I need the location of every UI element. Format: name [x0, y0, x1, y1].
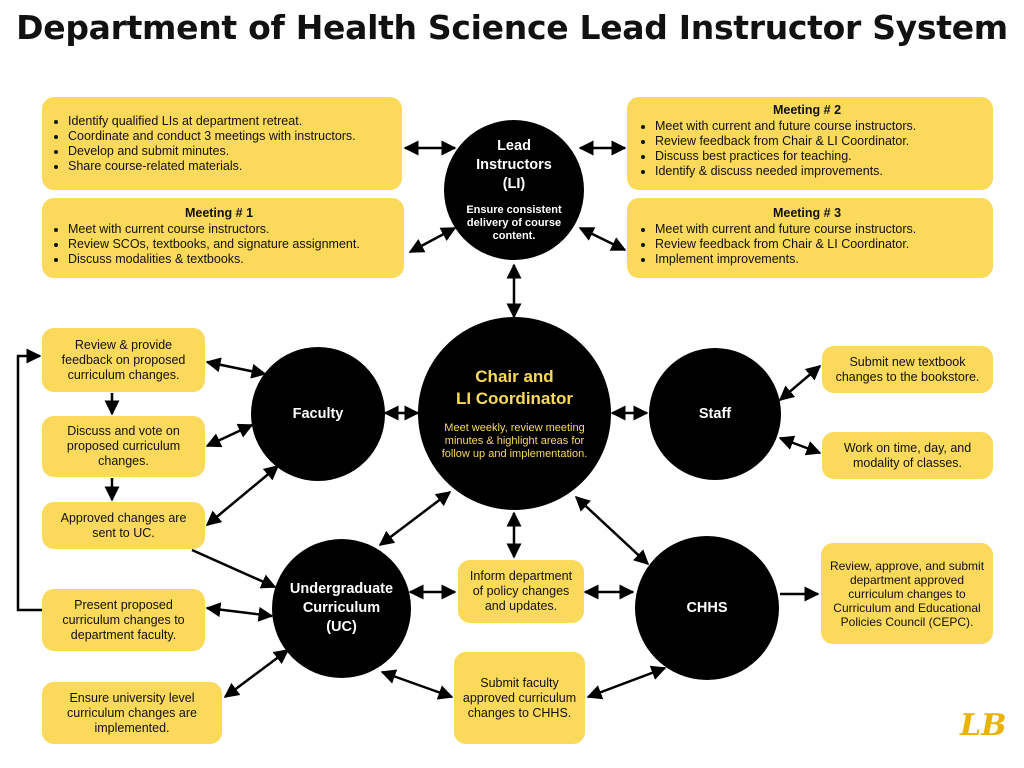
- arrow-chair-chhs: [576, 497, 648, 564]
- page-title: Department of Health Science Lead Instructor System: [16, 8, 1008, 47]
- list-item: • Meet with current and future course instructors.: [655, 119, 985, 134]
- meeting-2-box: [627, 97, 993, 190]
- list-item: • Meet with current course instructors.: [68, 222, 396, 237]
- arrow-review-faculty: [207, 362, 265, 374]
- arrow-approved-uc: [192, 550, 275, 587]
- ensure-implemented-box: Ensure university level curriculum changes are implemented.: [42, 682, 222, 744]
- meeting-3-box: [627, 198, 993, 278]
- list-item: • Implement improvements.: [655, 252, 985, 267]
- lb-monogram-logo-icon: [958, 705, 1007, 749]
- list-item: • Meet with current and future course instructors.: [655, 222, 985, 237]
- list-item: • Identify qualified LIs at department retreat.: [68, 114, 394, 129]
- meeting-3-list: [629, 222, 985, 267]
- list-item: • Review feedback from Chair & LI Coordinator.: [655, 134, 985, 149]
- meeting-2-heading: Meeting # 2: [772, 103, 842, 117]
- meeting-3-heading: Meeting # 3: [772, 206, 842, 220]
- work-schedule-box: Work on time, day, and modality of classes.: [822, 432, 993, 479]
- undergraduate-curriculum-name: Undergraduate Curriculum (UC): [289, 581, 394, 635]
- submit-faculty-box: Submit faculty approved curriculum changes to CHHS.: [454, 652, 585, 744]
- list-item: • Discuss modalities & textbooks.: [68, 252, 396, 267]
- list-item: • Review SCOs, textbooks, and signature assignment.: [68, 237, 396, 252]
- arrow-staff-textbook: [780, 366, 820, 400]
- chair-coordinator-node: [418, 317, 611, 510]
- list-item: • Coordinate and conduct 3 meetings with instructors.: [68, 129, 394, 144]
- lead-instructors-description: Ensure consistent delivery of course content.: [466, 204, 562, 242]
- li-duties-list: [42, 114, 394, 174]
- list-item: • Share course-related materials.: [68, 159, 394, 174]
- arrow-submit-chhs: [588, 668, 665, 697]
- lead-instructors-name: Lead Instructors (LI): [476, 138, 552, 192]
- chhs-node: CHHS: [635, 536, 779, 680]
- arrow-discuss-faculty: [207, 425, 252, 446]
- arrow-present-review-loop: [18, 356, 42, 610]
- discuss-vote-box: Discuss and vote on proposed curriculum changes.: [42, 416, 205, 477]
- meeting-1-box: [42, 198, 404, 278]
- list-item: • Discuss best practices for teaching.: [655, 149, 985, 164]
- arrow-meeting1-li: [410, 228, 455, 252]
- arrow-li-meeting3: [580, 228, 625, 250]
- faculty-node: Faculty: [251, 347, 385, 481]
- inform-department-box: Inform department of policy changes and updates.: [458, 560, 584, 623]
- arrow-staff-work: [780, 438, 820, 453]
- li-duties-box: [42, 97, 402, 190]
- approved-changes-box: Approved changes are sent to UC.: [42, 502, 205, 549]
- lead-instructors-node: [444, 120, 584, 260]
- present-changes-box: Present proposed curriculum changes to department faculty.: [42, 589, 205, 651]
- arrow-chair-uc: [380, 492, 450, 545]
- arrow-ensure-uc: [225, 650, 288, 697]
- cepc-box: Review, approve, and submit department approved curriculum changes to Curriculum and Educational Policies Council (CEPC).: [821, 543, 993, 644]
- arrow-approved-faculty: [207, 466, 278, 525]
- review-feedback-box: Review & provide feedback on proposed curriculum changes.: [42, 328, 205, 392]
- list-item: • Review feedback from Chair & LI Coordinator.: [655, 237, 985, 252]
- undergraduate-curriculum-node: [272, 539, 411, 678]
- arrow-uc-submit: [382, 672, 452, 697]
- list-item: • Develop and submit minutes.: [68, 144, 394, 159]
- list-item: • Identify & discuss needed improvements.: [655, 164, 985, 179]
- chair-coordinator-name: Chair and LI Coordinator: [455, 367, 574, 408]
- meeting-1-list: [42, 222, 396, 267]
- svg-text:LB: LB: [960, 708, 1007, 743]
- textbook-box: Submit new textbook changes to the bookstore.: [822, 346, 993, 393]
- meeting-2-list: [629, 119, 985, 179]
- chair-coordinator-description: Meet weekly, review meeting minutes & highlight areas for follow up and implementation.: [441, 422, 588, 460]
- arrow-present-uc: [207, 608, 272, 616]
- staff-node: Staff: [649, 348, 781, 480]
- meeting-1-heading: Meeting # 1: [184, 206, 254, 220]
